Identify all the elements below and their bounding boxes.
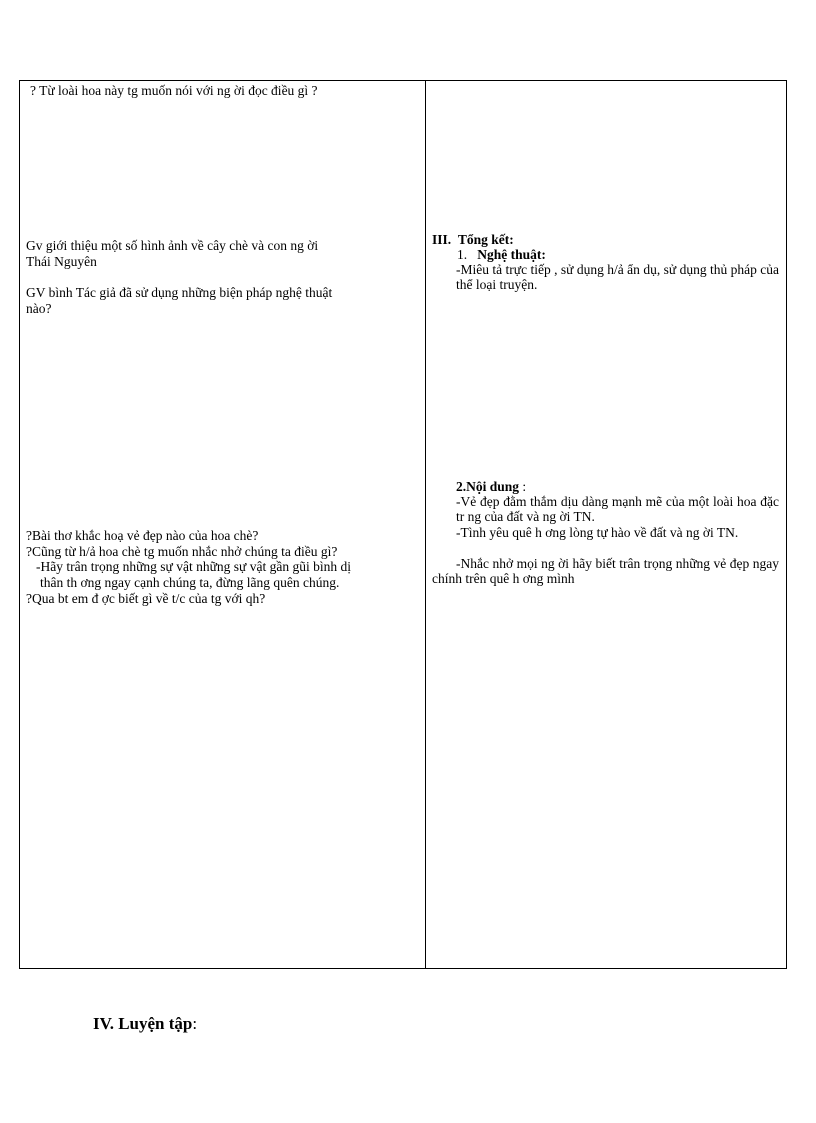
question-author-feelings: ?Qua bt em đ ợc biết gì về t/c của tg với qh?	[26, 591, 266, 606]
answer-reminder-line-1: -Hãy trân trọng những sự vật những sự vật gần gũi bình dị	[36, 559, 351, 574]
gv-intro-line-1: Gv giới thiệu một số hình ảnh về cây chè và con ng ời	[26, 238, 319, 253]
answer-reminder-line-2: thân th ơng ngay cạnh chúng ta, đừng lãng quên chúng.	[40, 575, 340, 590]
lesson-table	[19, 80, 787, 969]
content-item-1: -Vẻ đẹp đằm thắm dịu dàng mạnh mẽ của một loài hoa đặc tr ng của đất và ng ời TN.	[456, 494, 779, 524]
summary-heading	[432, 232, 514, 247]
content-title: 2.Nội dung	[456, 479, 520, 494]
art-heading	[457, 247, 546, 262]
content-item-3: -Nhắc nhở mọi ng ời hãy biết trân trọng những vẻ đẹp ngay chính trên quê h ơng mình	[432, 556, 779, 586]
practice-heading	[93, 1014, 197, 1034]
question-beauty: ?Bài thơ khắc hoạ vẻ đẹp nào của hoa chè?	[26, 528, 259, 543]
content-heading	[456, 479, 526, 494]
art-number: 1.	[457, 247, 468, 262]
gv-art-line-2: nào?	[26, 301, 52, 316]
question-reminder: ?Cũng từ h/ả hoa chè tg muốn nhắc nhở chúng ta điều gì?	[26, 544, 338, 559]
question-flower-meaning: ? Từ loài hoa này tg muốn nói với ng ời đọc điều gì ?	[30, 83, 318, 98]
column-divider	[425, 81, 426, 968]
content-item-2: -Tình yêu quê h ơng lòng tự hào về đất và ng ời TN.	[456, 525, 739, 540]
art-text: -Miêu tả trực tiếp , sử dụng h/ả ẩn dụ, sử dụng thủ pháp của thể loại truyện.	[456, 262, 779, 292]
summary-title: Tổng kết:	[457, 232, 514, 247]
practice-heading-colon: :	[192, 1014, 198, 1033]
content-colon: :	[519, 479, 527, 494]
gv-intro-line-2: Thái Nguyên	[26, 254, 97, 269]
gv-art-line-1: GV bình Tác giả đã sử dụng những biện pháp nghệ thuật	[26, 285, 333, 300]
practice-heading-text: IV. Luyện tập	[93, 1014, 193, 1033]
art-title: Nghệ thuật:	[477, 247, 546, 262]
summary-number: III.	[432, 232, 452, 247]
